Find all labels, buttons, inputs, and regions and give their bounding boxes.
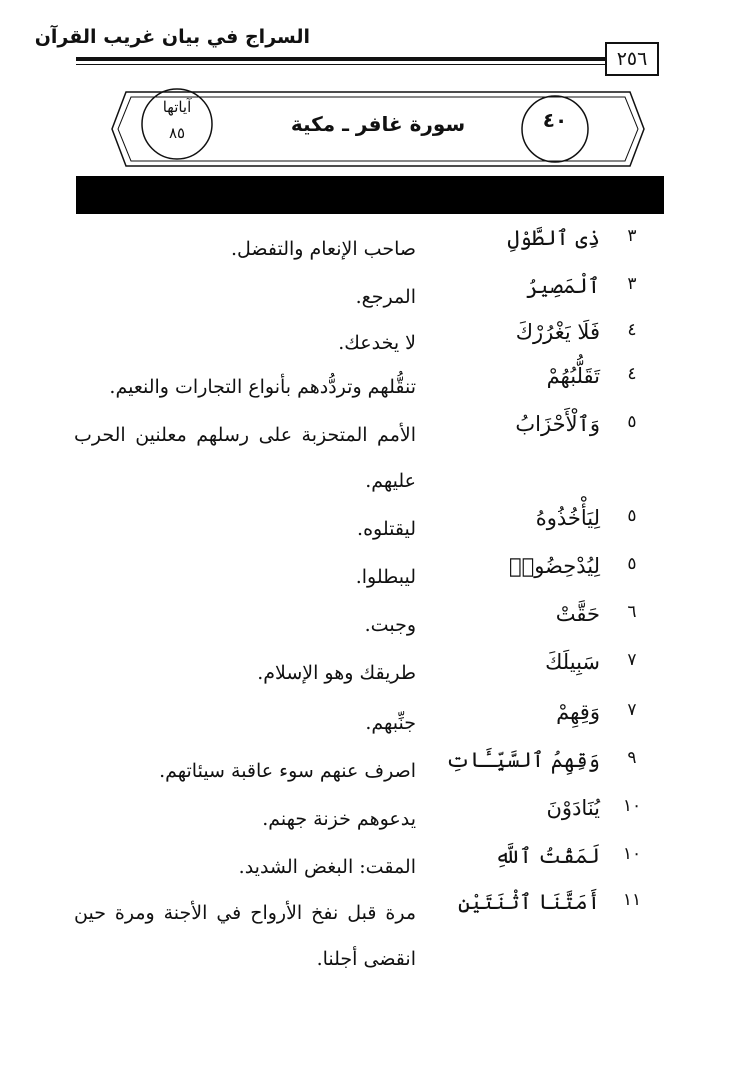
quran-word: فَلَا يَغْرُرْكَ	[515, 320, 600, 344]
ayat-count: ٨٥	[168, 124, 186, 142]
word-meaning: اصرف عنهم سوء عاقبة سيئاتهم.	[159, 760, 416, 782]
word-meaning: تنقُّلهم وتردُّدهم بأنواع التجارات والنعيم.	[109, 376, 416, 398]
verse-number: ٣	[627, 274, 637, 294]
quran-word: وَقِهِمْ	[556, 700, 600, 724]
word-meaning: الأمم المتحزبة على رسلهم معلنين الحرب عليهم.	[74, 424, 416, 492]
quran-word: حَقَّتْ	[555, 602, 600, 626]
book-title: السراج في بيان غريب القرآن	[34, 26, 310, 48]
word-meaning: مرة قبل نفخ الأرواح في الأجنة ومرة حين انقضى أجلنا.	[74, 902, 416, 970]
verse-number: ٥	[627, 554, 637, 574]
verse-number: ٥	[627, 412, 637, 432]
verse-number: ٧	[627, 700, 637, 720]
verse-number: ٩	[627, 748, 637, 768]
verse-number: ١٠	[622, 844, 642, 864]
verse-number: ٧	[627, 650, 637, 670]
quran-word: وَقِهِمُ ٱلسَّيِّـَٔاتِ	[445, 748, 600, 772]
verse-number: ١٠	[622, 796, 642, 816]
quran-word: أَمَتَّنَا ٱثْنَتَيْنِ	[457, 890, 600, 914]
word-meaning: يدعوهم خزنة جهنم.	[262, 808, 416, 830]
quran-word: ٱلْمَصِيرُ	[526, 274, 600, 298]
word-meaning: صاحب الإنعام والتفضل.	[230, 238, 416, 260]
verse-number: ٥	[627, 506, 637, 526]
quran-word: لِيَأْخُذُوهُ	[535, 506, 600, 530]
quran-word: تَقَلُّبُهُمْ	[546, 364, 600, 388]
surah-number: ٤٠	[542, 108, 568, 132]
verse-number: ١١	[622, 890, 642, 910]
verse-number: ٣	[627, 226, 637, 246]
surah-name: سورة غافر ـ مكية	[290, 112, 466, 136]
word-meaning: وجبت.	[364, 614, 416, 636]
quran-word: لَمَقْتُ ٱللَّهِ	[494, 844, 600, 868]
word-meaning: المرجع.	[355, 286, 416, 308]
quran-word: يُنَادَوْنَ	[546, 796, 600, 820]
ayat-label: آياتها	[162, 98, 192, 116]
quran-word: لِيُدْحِضُوا۟	[508, 554, 600, 578]
verse-number: ٤	[627, 320, 637, 340]
word-meaning: ليقتلوه.	[357, 518, 416, 540]
quran-word: ذِى ٱلطَّوْلِ	[507, 226, 600, 250]
quran-word: وَٱلْأَحْزَابُ	[515, 412, 600, 436]
quran-word: سَبِيلَكَ	[545, 650, 600, 674]
page-number: ٢٥٦	[605, 42, 659, 76]
word-meaning: ليبطلوا.	[355, 566, 416, 588]
verse-number: ٦	[627, 602, 637, 622]
verse-number: ٤	[627, 364, 637, 384]
word-meaning: طريقك وهو الإسلام.	[257, 662, 416, 684]
word-meaning: جنِّبهم.	[365, 712, 416, 734]
word-meaning: المقت: البغض الشديد.	[238, 856, 416, 878]
word-meaning: لا يخدعك.	[338, 332, 416, 354]
